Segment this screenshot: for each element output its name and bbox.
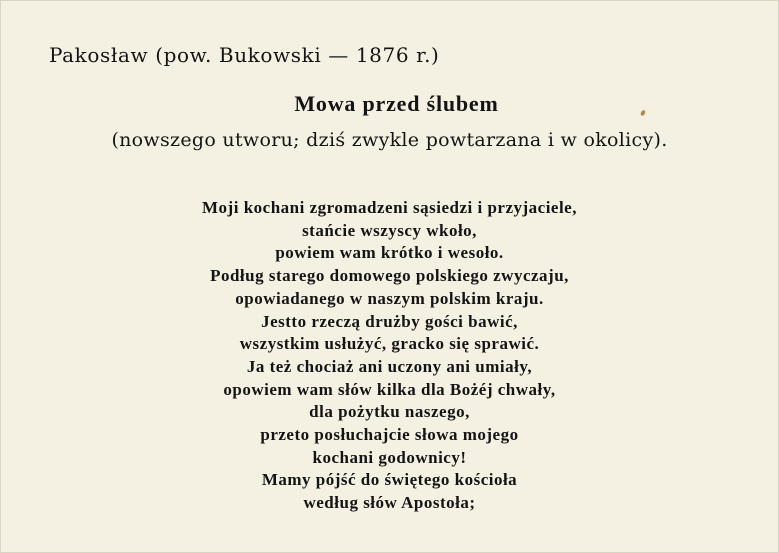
poem-line: Mamy pójść do świętego kościoła (261, 470, 518, 490)
poem-line: wszystkim usłużyć, gracko się sprawić. (239, 334, 540, 354)
poem-line: Jestto rzeczą drużby gości bawić, (261, 311, 518, 331)
poem-subtitle: (nowszego utworu; dziś zwykle powtarzana i w okolicy). (111, 129, 668, 151)
poem-line: opowiadanego w naszym polskim kraju. (235, 288, 544, 308)
poem-line: Ja też chociaż ani uczony ani umiały, (246, 356, 533, 376)
poem-line: Moji kochani zgromadzeni sąsiedzi i przyjaciele, (202, 198, 577, 217)
poem-line: powiem wam krótko i wesoło. (275, 243, 504, 263)
poem-line: Podług starego domowego polskiego zwyczaju, (210, 266, 569, 286)
poem-body (1, 197, 778, 515)
poem-line: kochani godownicy! (312, 447, 467, 467)
poem-line: opowiem wam słów kilka dla Bożéj chwały, (223, 379, 556, 399)
poem-line: dla pożytku naszego, (309, 402, 470, 422)
poem-line: według słów Apostoła; (303, 493, 476, 513)
poem-line: przeto posłuchajcie słowa mojego (260, 425, 519, 445)
location-line: Pakosław (pow. Bukowski — 1876 r.) (49, 43, 440, 67)
poem-title: Mowa przed ślubem (294, 91, 499, 116)
poem-line: stańcie wszyscy wkoło, (302, 220, 477, 240)
